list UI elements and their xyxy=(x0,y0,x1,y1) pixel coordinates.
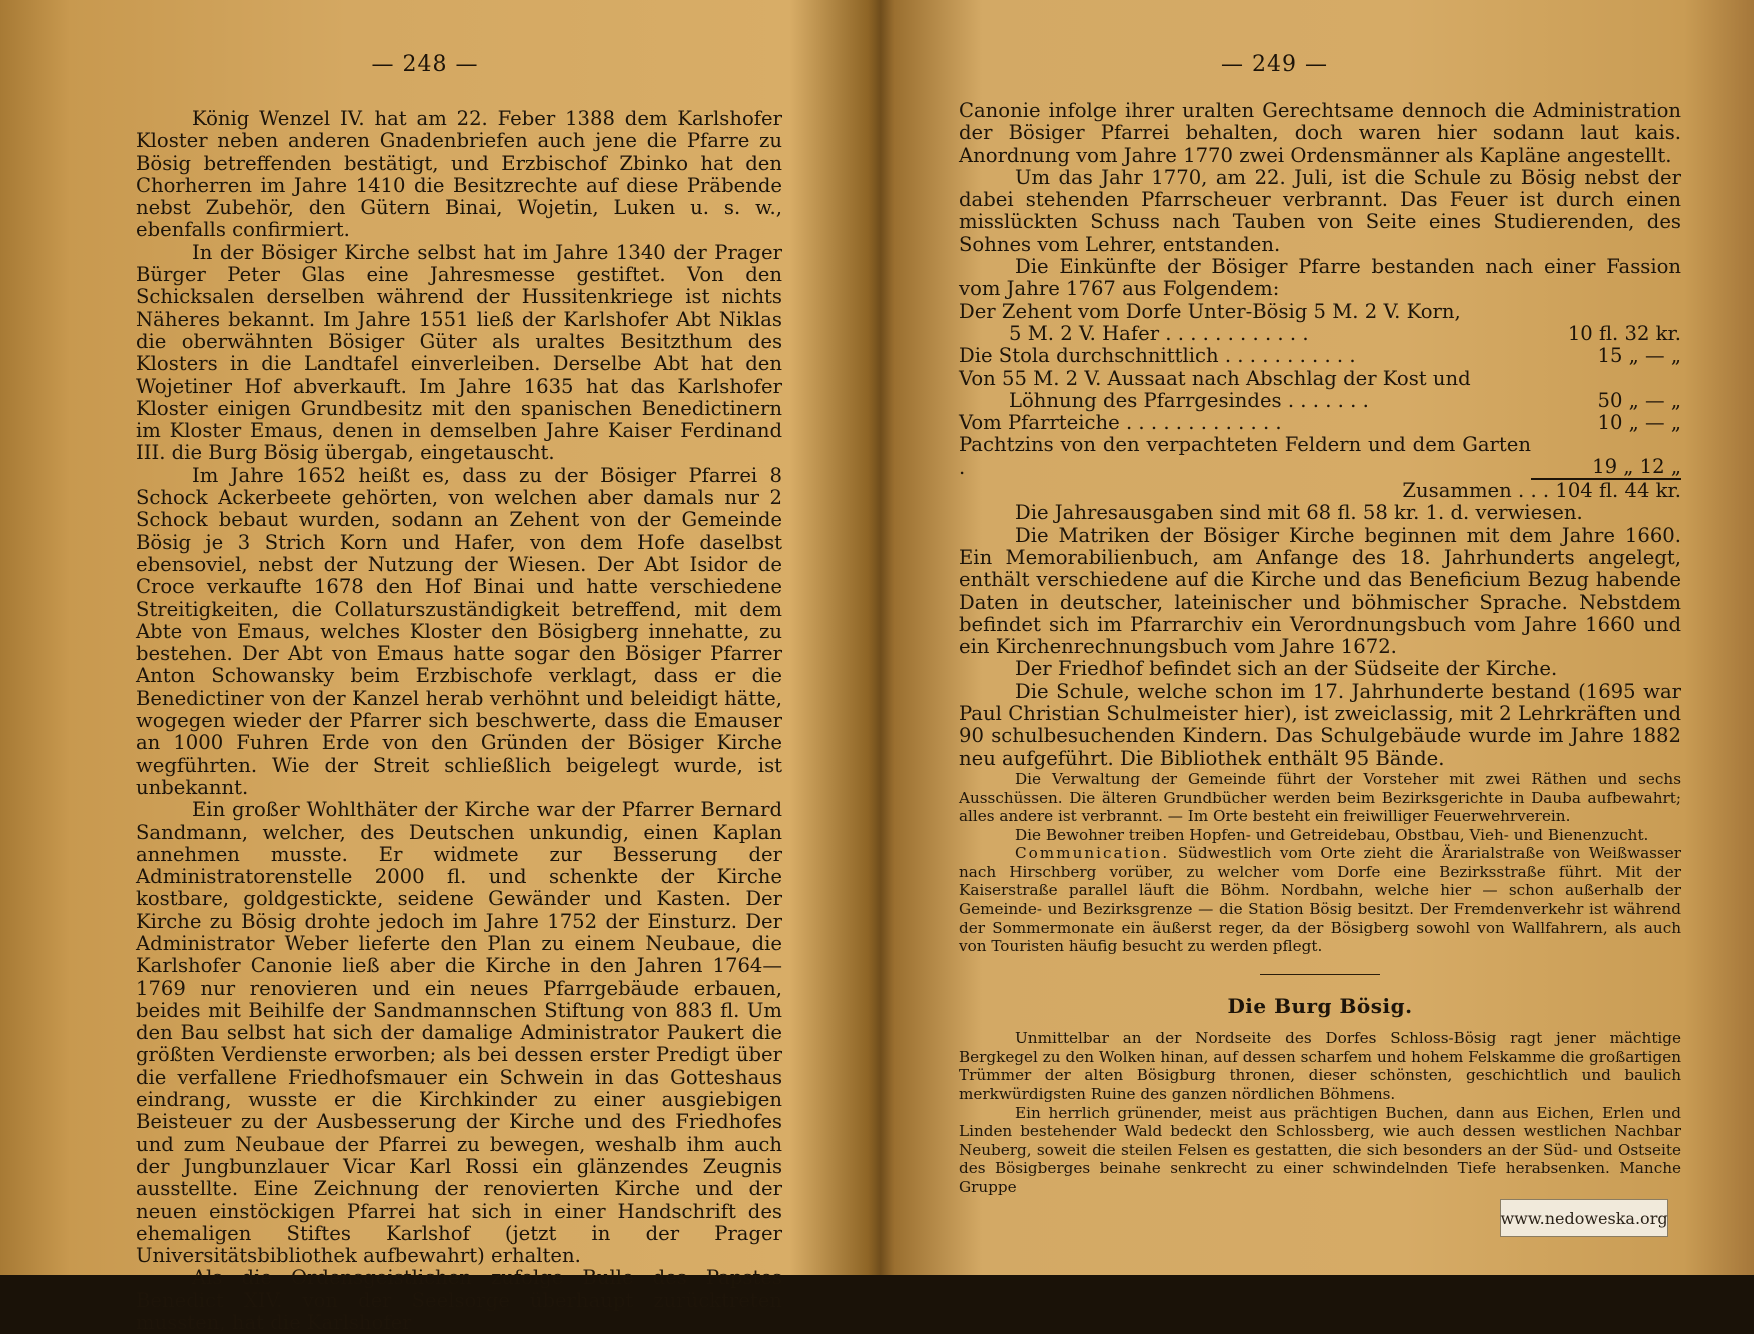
right-page xyxy=(875,0,1754,1275)
paragraph: In der Bösiger Kirche selbst hat im Jahre 1340 der Prager Bürger Peter Glas eine Jahresmesse gestiftet. Von den Schicksalen derselben während der Hussitenkriege ist nichts Näheres bekannt. Im Jahre 1551 ließ der Karlshofer Abt Niklas die oberwähnten Bösiger Güter als uraltes Besitzthum des Klosters in die Landtafel einverleiben. Derselbe Abt hat den Wojetiner Hof abverkauft. Im Jahre 1635 hat das Karlshofer Kloster einigen Grundbesitz mit den spanischen Benedictinern im Kloster Emaus, denen in demselben Jahre Kaiser Ferdinand III. die Burg Bösig übergab, eingetauscht. xyxy=(136,240,782,465)
paragraph: Die Bewohner treiben Hopfen- und Getreidebau, Obstbau, Vieh- und Bienenzucht. xyxy=(1015,825,1649,844)
paragraph: Canonie infolge ihrer uralten Gerechtsame dennoch die Administration der Bösiger Pfarrei behalten, doch waren hier sodann laut kais. Anordnung vom Jahre 1770 zwei Ordensmänner als Kapläne angestellt. xyxy=(959,99,1681,167)
paragraph: Die Schule, welche schon im 17. Jahrhunderte bestand (1695 war Paul Christian Schulmeister hier), ist zweiclassig, mit 2 Lehrkräften und 90 schulbesuchenden Kindern. Das Schulgebäude wurde im Jahre 1882 neu aufgeführt. Die Bibliothek enthält 95 Bände. xyxy=(959,679,1681,770)
income-amount: 19 „ 12 „ xyxy=(1531,434,1681,479)
income-item: Pachtzins von den verpachteten Feldern und dem Garten . xyxy=(959,433,1531,479)
paragraph: Ein großer Wohlthäter der Kirche war der Pfarrer Bernard Sandmann, welcher, des Deutschen unkundig, einen Kaplan annehmen musste. Er widmete zur Besserung der Administratorenstelle 2000 fl. und schenkte der Kirche kostbare, goldgestickte, seidene Gewänder und Kasten. Der Kirche zu Bösig drohte jedoch im Jahre 1752 der Einsturz. Der Administrator Weber lieferte den Plan zu einem Neubaue, die Karlshofer Canonie ließ aber die Kirche in den Jahren 1764—1769 nur renovieren und ein neues Pfarrgebäude erbauen, beides mit Beihilfe der Sandmannschen Stiftung von 883 fl. Um den Bau selbst hat sich der damalige Administrator Paukert die größten Verdienste erworben; als bei dessen erster Predigt über die verfallene Friedhofsmauer ein Schwein in das Gotteshaus eindrang, wusste er die Kirchkinder zu einer ausgiebigen Beisteuer zu der Ausbesserung der Kirche und des Friedhofes und zum Neubaue der Pfarrei zu bewegen, weshalb ihm auch der Jungbunzlauer Vicar Karl Rossi ein glänzendes Zeugnis ausstellte. Eine Zeichnung der renovierten Kirche und der neuen einstöckigen Pfarrei hat sich in einer Handschrift des ehemaligen Stiftes Karlshof (jetzt in der Prager Universitätsbibliothek aufbewahrt) erhalten. xyxy=(136,798,782,1268)
right-page-text xyxy=(959,100,1681,1196)
communication-label: Communication. xyxy=(1015,844,1170,863)
section-divider xyxy=(1260,974,1380,975)
paragraph: Im Jahre 1652 heißt es, dass zu der Bösiger Pfarrei 8 Schock Ackerbeete gehörten, von welchen aber damals nur 2 Schock bebaut wurden, sodann an Zehent von der Gemeinde Bösig je 3 Strich Korn und Hafer, von dem Hofe daselbst ebensoviel, nebst der Nutzung der Wiesen. Der Abt Isidor de Croce verkaufte 1678 den Hof Binai und hatte verschiedene Streitigkeiten, die Collaturszuständigkeit betreffend, mit dem Abte von Emaus, welches Kloster den Bösigberg innehatte, zu bestehen. Der Abt von Emaus hatte sogar den Bösiger Pfarrer Anton Schowansky beim Erzbischofe verklagt, dass er die Benedictiner von der Kanzel herab verhöhnt und beleidigt hätte, wogegen wieder der Pfarrer sich beschwerte, dass die Emauser an 1000 Fuhren Erde von den Gründen der Bösiger Kirche wegführten. Wie der Streit schließlich beigelegt wurde, ist unbekannt. xyxy=(136,463,782,799)
watermark-label: www.nedoweska.org xyxy=(1500,1199,1668,1237)
paragraph: Unmittelbar an der Nordseite des Dorfes Schloss-Bösig ragt jener mächtige Bergkegel zu den Wolken hinan, auf dessen scharfem und hohem Felskamme die großartigen Trümmer der alten Bösigburg thronen, dieser schönsten, geschichtlich und baulich merkwürdigsten Ruine des ganzen nördlichen Böhmens. xyxy=(959,1029,1681,1103)
income-row xyxy=(959,434,1681,479)
communication-paragraph xyxy=(959,844,1681,956)
income-total-row xyxy=(959,479,1681,502)
income-total: Zusammen . . . 104 fl. 44 kr. xyxy=(1402,479,1681,503)
income-amount xyxy=(1531,368,1681,390)
income-amount xyxy=(1531,301,1681,323)
paragraph: Die Jahresausgaben sind mit 68 fl. 58 kr. 1. d. verwiesen. xyxy=(1015,501,1583,525)
income-row xyxy=(959,345,1681,367)
paragraph: Die Verwaltung der Gemeinde führt der Vorsteher mit zwei Räthen und sechs Ausschüssen. Die älteren Grundbücher werden beim Bezirksgerichte in Dauba aufbewahrt; alles andere ist verbrannt. — Im Orte besteht ein freiwilliger Feuerwehrverein. xyxy=(959,769,1681,826)
income-table xyxy=(959,301,1681,503)
income-item: Löhnung des Pfarrgesindes . . . . . . . xyxy=(1009,388,1369,412)
paragraph: Der Friedhof befindet sich an der Südseite der Kirche. xyxy=(1015,657,1558,681)
paragraph: König Wenzel IV. hat am 22. Feber 1388 dem Karlshofer Kloster neben anderen Gnadenbriefen auch jene die Pfarre zu Bösig betreffenden bestätigt, und Erzbischof Zbinko hat den Chorherren im Jahre 1410 die Besitzrechte auf diese Präbende nebst Zubehör, den Gütern Binai, Wojetin, Luken u. s. w., ebenfalls confirmiert. xyxy=(136,107,782,242)
income-item: Die Stola durchschnittlich . . . . . . . . . . . xyxy=(959,344,1356,368)
page-number-248: — 248 — xyxy=(371,52,479,77)
income-amount: 10 fl. 32 kr. xyxy=(1567,321,1681,345)
income-amount: 50 „ — „ xyxy=(1597,388,1681,412)
paragraph: Um das Jahr 1770, am 22. Juli, ist die Schule zu Bösig nebst der dabei stehenden Pfarrscheuer verbrannt. Das Feuer ist durch einen misslückten Schuss nach Tauben von Seite eines Studierenden, des Sohnes vom Lehrer, entstanden. xyxy=(959,165,1681,256)
page-number-249: — 249 — xyxy=(1221,52,1328,77)
paragraph: Die Matriken der Bösiger Kirche beginnen mit dem Jahre 1660. Ein Memorabilienbuch, am Anfange des 18. Jahrhunderts angelegt, enthält verschiedene auf die Kirche und das Beneficium Bezug habende Daten in deutscher, lateinischer und böhmischer Sprache. Nebstdem befindet sich im Pfarrarchiv ein Verordnungsbuch vom Jahre 1660 und ein Kirchenrechnungsbuch vom Jahre 1672. xyxy=(959,523,1681,659)
income-item: Vom Pfarrteiche . . . . . . . . . . . . . xyxy=(959,411,1282,435)
communication-text: Südwestlich vom Orte zieht die Ärarialstraße von Weißwasser nach Hirschberg vorüber, zu welcher vom Dorfe eine Bezirksstraße führt. Mit der Kaiserstraße parallel läuft die Böhm. Nordbahn, welche hier — schon außerhalb der Gemeinde- und Bezirksgrenze — die Station Bösig besitzt. Der Fremdenverkehr ist während der Sommermonate ein äußerst reger, da der Bösigberg sowohl von Wallfahrern, als auch von Touristen häufig besucht zu werden pflegt. xyxy=(959,844,1682,956)
income-row xyxy=(959,390,1681,412)
income-row xyxy=(959,412,1681,434)
left-page xyxy=(0,0,870,1334)
income-amount: 10 „ — „ xyxy=(1597,411,1681,435)
section-heading: Die Burg Bösig. xyxy=(1227,993,1413,1018)
income-row xyxy=(959,323,1681,345)
income-row xyxy=(959,301,1681,323)
paragraph: Als die Ordensgeistlichen zufolge Bulle des Papstes Benedict XIV. von der Seelsorge überhaupt zurücktreten mussten, hat die Karlshofer xyxy=(136,1266,782,1334)
paragraph: Die Einkünfte der Bösiger Pfarre bestanden nach einer Fassion vom Jahre 1767 aus Folgendem: xyxy=(959,255,1681,301)
income-item: Der Zehent vom Dorfe Unter-Bösig 5 M. 2 V. Korn, xyxy=(959,299,1461,323)
small-print-block xyxy=(959,770,1681,956)
income-amount: 15 „ — „ xyxy=(1597,344,1681,368)
section-text xyxy=(959,1029,1681,1196)
income-item: Von 55 M. 2 V. Aussaat nach Abschlag der Kost und xyxy=(959,366,1471,390)
income-item: 5 M. 2 V. Hafer . . . . . . . . . . . . xyxy=(1009,321,1309,345)
income-row xyxy=(959,368,1681,390)
left-page-text xyxy=(136,108,782,1334)
paragraph: Ein herrlich grünender, meist aus prächtigen Buchen, dann aus Eichen, Erlen und Linden bestehender Wald bedeckt den Schlossberg, wie auch dessen westlichen Nachbar Neuberg, soweit die steilen Felsen es gestatten, die sich besonders an der Süd- und Ostseite des Bösigberges beinahe senkrecht zu einer schwindelnden Tiefe herabsenken. Manche Gruppe xyxy=(959,1103,1681,1196)
